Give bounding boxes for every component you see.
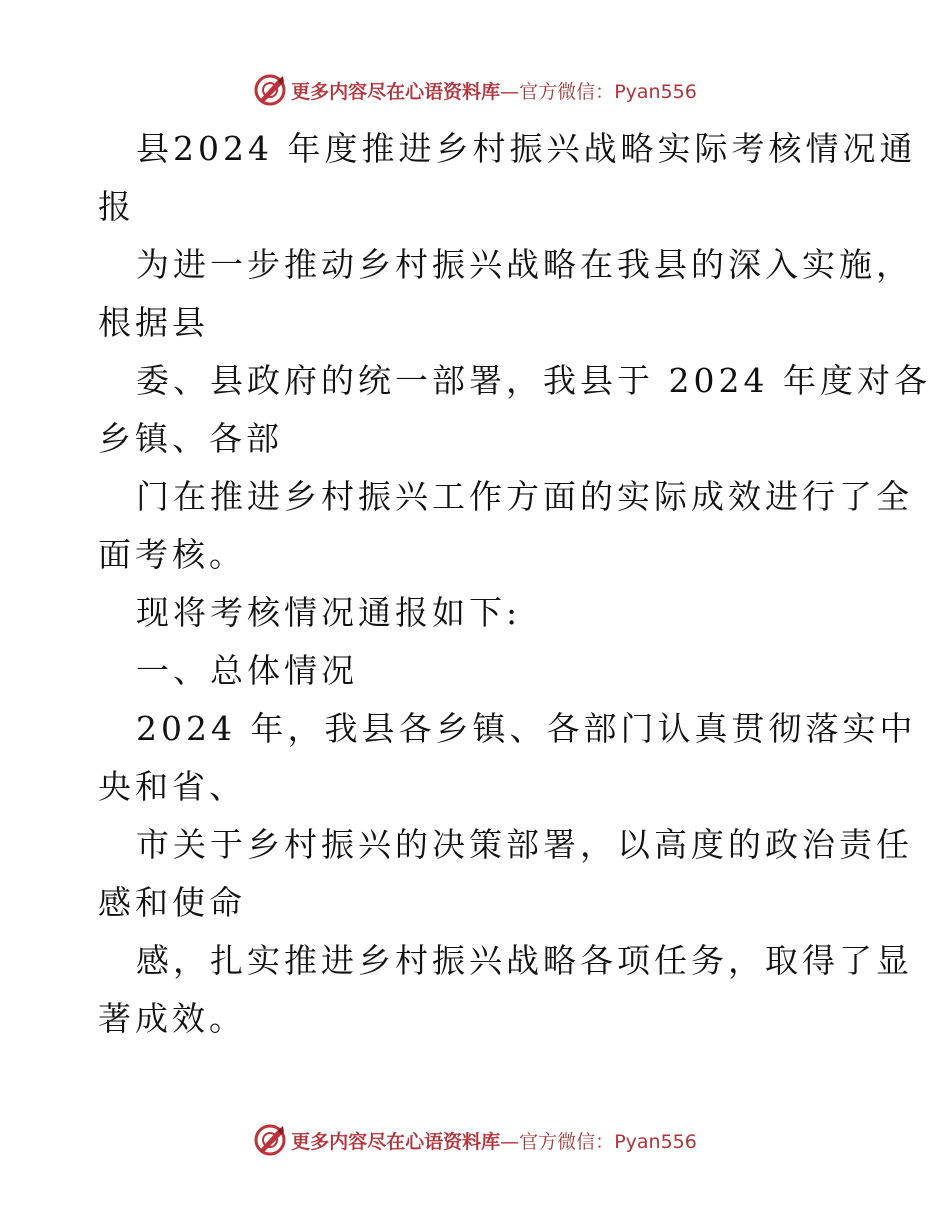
watermark-wechat-id: Pyan556	[614, 80, 697, 103]
paragraph-line: 著成效。	[98, 999, 246, 1038]
section-heading: 一、总体情况	[136, 651, 358, 690]
watermark-banner-top	[0, 70, 950, 110]
title-line-1: 县2024 年度推进乡村振兴战略实际考核情况通	[136, 129, 917, 168]
paragraph-line: 感和使命	[98, 883, 246, 922]
paragraph-line: 乡镇、各部	[98, 419, 283, 458]
paragraph-line: 现将考核情况通报如下:	[136, 593, 522, 632]
document-body	[98, 120, 931, 1048]
watermark-dash: —	[500, 1130, 520, 1153]
watermark-banner-bottom	[0, 1120, 950, 1160]
watermark-dash: —	[500, 80, 520, 103]
watermark-wechat-label: 官方微信：	[519, 1130, 615, 1153]
paragraph-line: 根据县	[98, 303, 209, 342]
paragraph-line: 委、县政府的统一部署，我县于 2024 年度对各	[136, 361, 931, 400]
paragraph-line: 感，扎实推进乡村振兴战略各项任务，取得了显	[136, 941, 913, 980]
watermark-wechat-label: 官方微信：	[519, 80, 615, 103]
title-line-2: 报	[98, 187, 135, 226]
watermark-text	[291, 77, 697, 104]
pen-logo-icon	[253, 1123, 287, 1157]
paragraph-line: 央和省、	[98, 767, 246, 806]
pen-logo-icon	[253, 73, 287, 107]
paragraph-line: 面考核。	[98, 535, 246, 574]
paragraph-line: 市关于乡村振兴的决策部署，以高度的政治责任	[136, 825, 913, 864]
watermark-text	[291, 1127, 697, 1154]
watermark-wechat-id: Pyan556	[614, 1130, 697, 1153]
watermark-library: 更多内容尽在心语资料库	[291, 1130, 501, 1153]
paragraph-line: 门在推进乡村振兴工作方面的实际成效进行了全	[136, 477, 913, 516]
paragraph-line: 为进一步推动乡村振兴战略在我县的深入实施，	[136, 245, 913, 284]
watermark-library: 更多内容尽在心语资料库	[291, 80, 501, 103]
paragraph-line: 2024 年，我县各乡镇、各部门认真贯彻落实中	[136, 709, 917, 748]
